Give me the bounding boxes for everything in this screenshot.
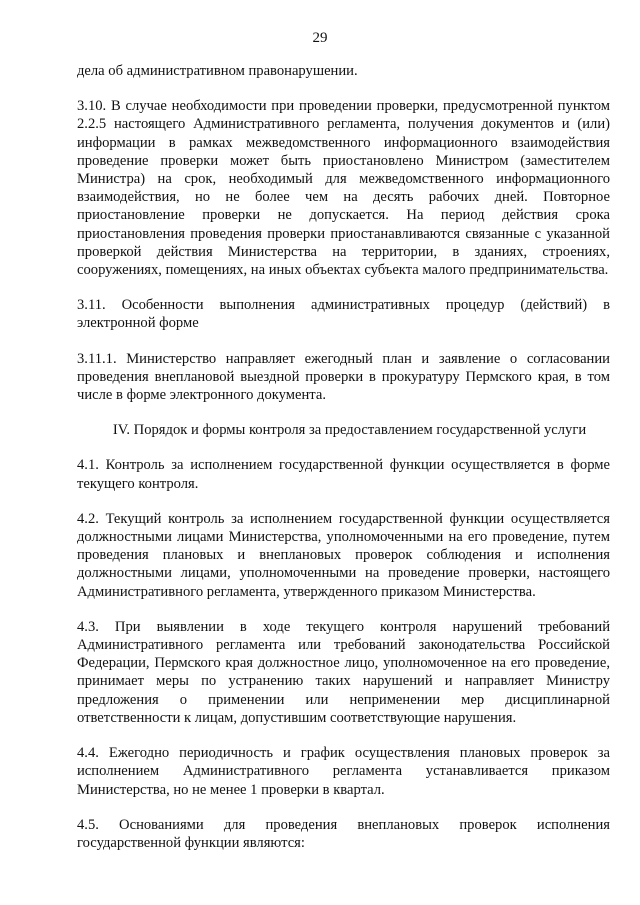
- paragraph-4-1: 4.1. Контроль за исполнением государственной функции осуществляется в форме текущего контроля.: [77, 457, 610, 492]
- document-body: [77, 62, 610, 852]
- paragraph-4-5: 4.5. Основаниями для проведения внеплановых проверок исполнения государственной функции являются:: [77, 816, 610, 851]
- paragraph-3-11: 3.11. Особенности выполнения административных процедур (действий) в электронной форме: [77, 297, 610, 332]
- page-number: 29: [312, 30, 328, 46]
- paragraph-3-10: 3.10. В случае необходимости при проведении проверки, предусмотренной пунктом 2.2.5 настоящего Административного регламента, получения документов и (или) информации в рамках межведомственного информационного взаимодействия проведение проверки может быть приостановлено Министром (заместителем Министра) на срок, необходимый для межведомственного информационного взаимодействия, но не более чем на десять рабочих дней. Повторное приостановление проверки не допускается. На период действия срока приостановления проведения проверки приостанавливаются связанные с указанной проверкой действия Министерства на территории, в зданиях, строениях, сооружениях, помещениях, на иных объектах субъекта малого предпринимательства.: [77, 98, 610, 279]
- paragraph-3-11-1: 3.11.1. Министерство направляет ежегодный план и заявление о согласовании проведения внеплановой выездной проверки в прокуратуру Пермского края, в том числе в форме электронного документа.: [77, 350, 610, 404]
- paragraph-4-4: 4.4. Ежегодно периодичность и график осуществления плановых проверок за исполнением Административного регламента устанавливается приказом Министерства, но не менее 1 проверки в квартал.: [77, 745, 610, 798]
- paragraph-4-2: 4.2. Текущий контроль за исполнением государственной функции осуществляется должностными лицами Министерства, уполномоченными на его проведение, путем проведения плановых и внеплановых проверок соблюдения и исполнения должностными лицами, уполномоченными на проведение проверки, настоящего Административного регламента, утвержденного приказом Министерства.: [77, 510, 610, 600]
- paragraph-continuation: дела об административном правонарушении.: [77, 63, 358, 79]
- paragraph-4-3: 4.3. При выявлении в ходе текущего контроля нарушений требований Административного регламента или требований законодательства Российской Федерации, Пермского края должностное лицо, уполномоченное на его проведение, принимает меры по устранению таких нарушений и направляет Министру предложения о применении или неприменении мер дисциплинарной ответственности к лицам, допустившим соответствующие нарушения.: [77, 618, 610, 726]
- section-heading-iv: IV. Порядок и формы контроля за предоставлением государственной услуги: [112, 422, 587, 439]
